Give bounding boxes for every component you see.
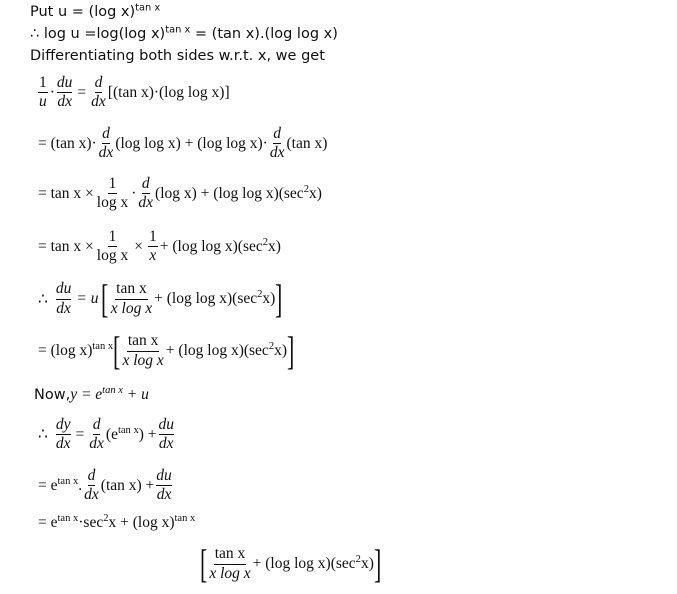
fraction (84, 468, 99, 504)
fraction (270, 126, 285, 162)
denominator: dx (84, 486, 99, 504)
right-bracket: ] (373, 541, 382, 586)
now-label: Now, (34, 387, 71, 403)
left-bracket: [ (199, 541, 208, 586)
expression: = (tan x)· (38, 134, 97, 152)
numerator: 1 (148, 229, 158, 247)
text: = (tan x).(log log x) (190, 26, 338, 42)
text: ∴ log u =log(log x) (30, 26, 166, 42)
expression: x + (log x) (108, 514, 175, 531)
equals-u: = u (76, 290, 99, 307)
right-bracket: ] (286, 328, 295, 373)
superscript: tan x (117, 424, 139, 436)
line-differentiating (30, 48, 325, 64)
expression: + (log log x)(sec (252, 555, 356, 572)
fraction (56, 281, 72, 317)
numerator: d (88, 468, 96, 486)
numerator: tan x (115, 281, 148, 299)
expression: + u (122, 386, 149, 403)
times: × (134, 237, 143, 255)
expression: x) (262, 290, 276, 307)
denominator: dx (57, 93, 72, 111)
expression: + (log log x)(sec (159, 237, 263, 255)
expression: x) (268, 237, 281, 255)
expression: x) (274, 342, 287, 359)
denominator: u (39, 93, 47, 111)
denominator: dx (138, 194, 154, 212)
fraction (156, 468, 172, 504)
equation-8 (38, 417, 176, 453)
superscript: 2 (303, 183, 309, 195)
expression: [(tan x)·(log log x)] (107, 83, 230, 101)
therefore-symbol: ∴ (38, 426, 48, 444)
expression: = tan x × (38, 237, 94, 255)
numerator: tan x (214, 546, 247, 564)
denominator: log x (96, 247, 129, 265)
equation-11 (199, 541, 382, 586)
equation-1 (36, 75, 230, 111)
denominator: dx (56, 299, 71, 317)
expression: + (log log x)(sec (154, 290, 258, 307)
numerator: d (95, 75, 103, 93)
denominator: dx (156, 486, 172, 504)
denominator: dx (89, 435, 104, 453)
expression: (tan x) (286, 134, 328, 152)
equation-9 (38, 468, 174, 504)
expression: x) (308, 184, 322, 202)
superscript: 2 (262, 236, 269, 248)
expression: (tan x) + (100, 476, 155, 494)
line-put-u (30, 4, 160, 20)
denominator: log x (96, 194, 129, 212)
expression: (log log x) + (log log x)· (115, 134, 268, 152)
expression: = e (38, 514, 58, 531)
denominator: x (149, 247, 157, 265)
line-log-u (30, 26, 338, 42)
fraction (89, 417, 104, 453)
therefore-symbol: ∴ (38, 290, 48, 308)
expression: = tan x × (38, 184, 94, 202)
expression: x) (360, 555, 374, 572)
numerator: dy (56, 417, 71, 435)
expression: = e (38, 476, 58, 494)
expression: = (log x) (38, 342, 93, 359)
left-bracket: [ (113, 328, 121, 373)
equation-4 (38, 229, 281, 265)
fraction (91, 75, 106, 111)
denominator: x log x (122, 351, 164, 369)
superscript: tan x (57, 513, 79, 525)
text: Differentiating both sides w.r.t. x, we get (30, 48, 325, 64)
denominator: dx (91, 93, 106, 111)
numerator: 1 (108, 229, 118, 247)
fraction (122, 333, 163, 369)
superscript: tan x (102, 385, 123, 397)
numerator: 1 (108, 176, 118, 194)
superscript: 2 (355, 554, 361, 566)
equation-10 (38, 514, 195, 532)
fraction (148, 229, 158, 265)
fraction (111, 281, 152, 317)
fraction (209, 546, 250, 582)
fraction (38, 75, 48, 111)
numerator: d (273, 126, 281, 144)
superscript: tan x (57, 475, 79, 487)
superscript: tan x (135, 2, 161, 14)
fraction (56, 417, 71, 453)
dot: · (131, 184, 137, 202)
equation-3 (38, 176, 322, 212)
superscript: tan x (92, 341, 114, 353)
text: Put u = (log x) (30, 4, 136, 20)
dot: · (49, 83, 55, 101)
left-bracket: [ (101, 276, 109, 321)
superscript: 2 (268, 341, 275, 353)
denominator: x log x (110, 299, 153, 317)
denominator: dx (98, 144, 114, 162)
numerator: d (142, 176, 150, 194)
equals: = (75, 425, 85, 443)
numerator: d (102, 126, 110, 144)
fraction (57, 75, 73, 111)
equation-6 (38, 328, 295, 373)
fraction (159, 417, 175, 453)
numerator: du (159, 417, 175, 435)
superscript: tan x (174, 513, 196, 525)
denominator: dx (269, 144, 285, 162)
expression: ·sec (78, 514, 104, 531)
expression: ) + (138, 425, 157, 443)
numerator: du (57, 75, 73, 93)
superscript: 2 (103, 513, 109, 525)
expression: (e (105, 425, 118, 443)
denominator: dx (158, 435, 174, 453)
numerator: du (156, 468, 172, 486)
numerator: du (56, 281, 72, 299)
expression: (log x) + (log log x)(sec (155, 184, 304, 202)
equation-7 (34, 386, 149, 404)
fraction (96, 229, 129, 265)
equation-2 (38, 126, 327, 162)
expression: y = e (70, 386, 103, 403)
numerator: d (93, 417, 101, 435)
denominator: dx (55, 435, 71, 453)
superscript: tan x (165, 24, 191, 36)
numerator: 1 (38, 75, 48, 93)
fraction (99, 126, 114, 162)
equals: = (77, 83, 87, 101)
superscript: 2 (257, 289, 263, 301)
fraction (138, 176, 153, 212)
numerator: tan x (127, 333, 160, 351)
right-bracket: ] (275, 276, 283, 321)
fraction (96, 176, 129, 212)
denominator: x log x (209, 564, 251, 582)
expression: + (log log x)(sec (165, 342, 269, 359)
equation-5 (38, 276, 283, 321)
dot: . (78, 476, 83, 494)
